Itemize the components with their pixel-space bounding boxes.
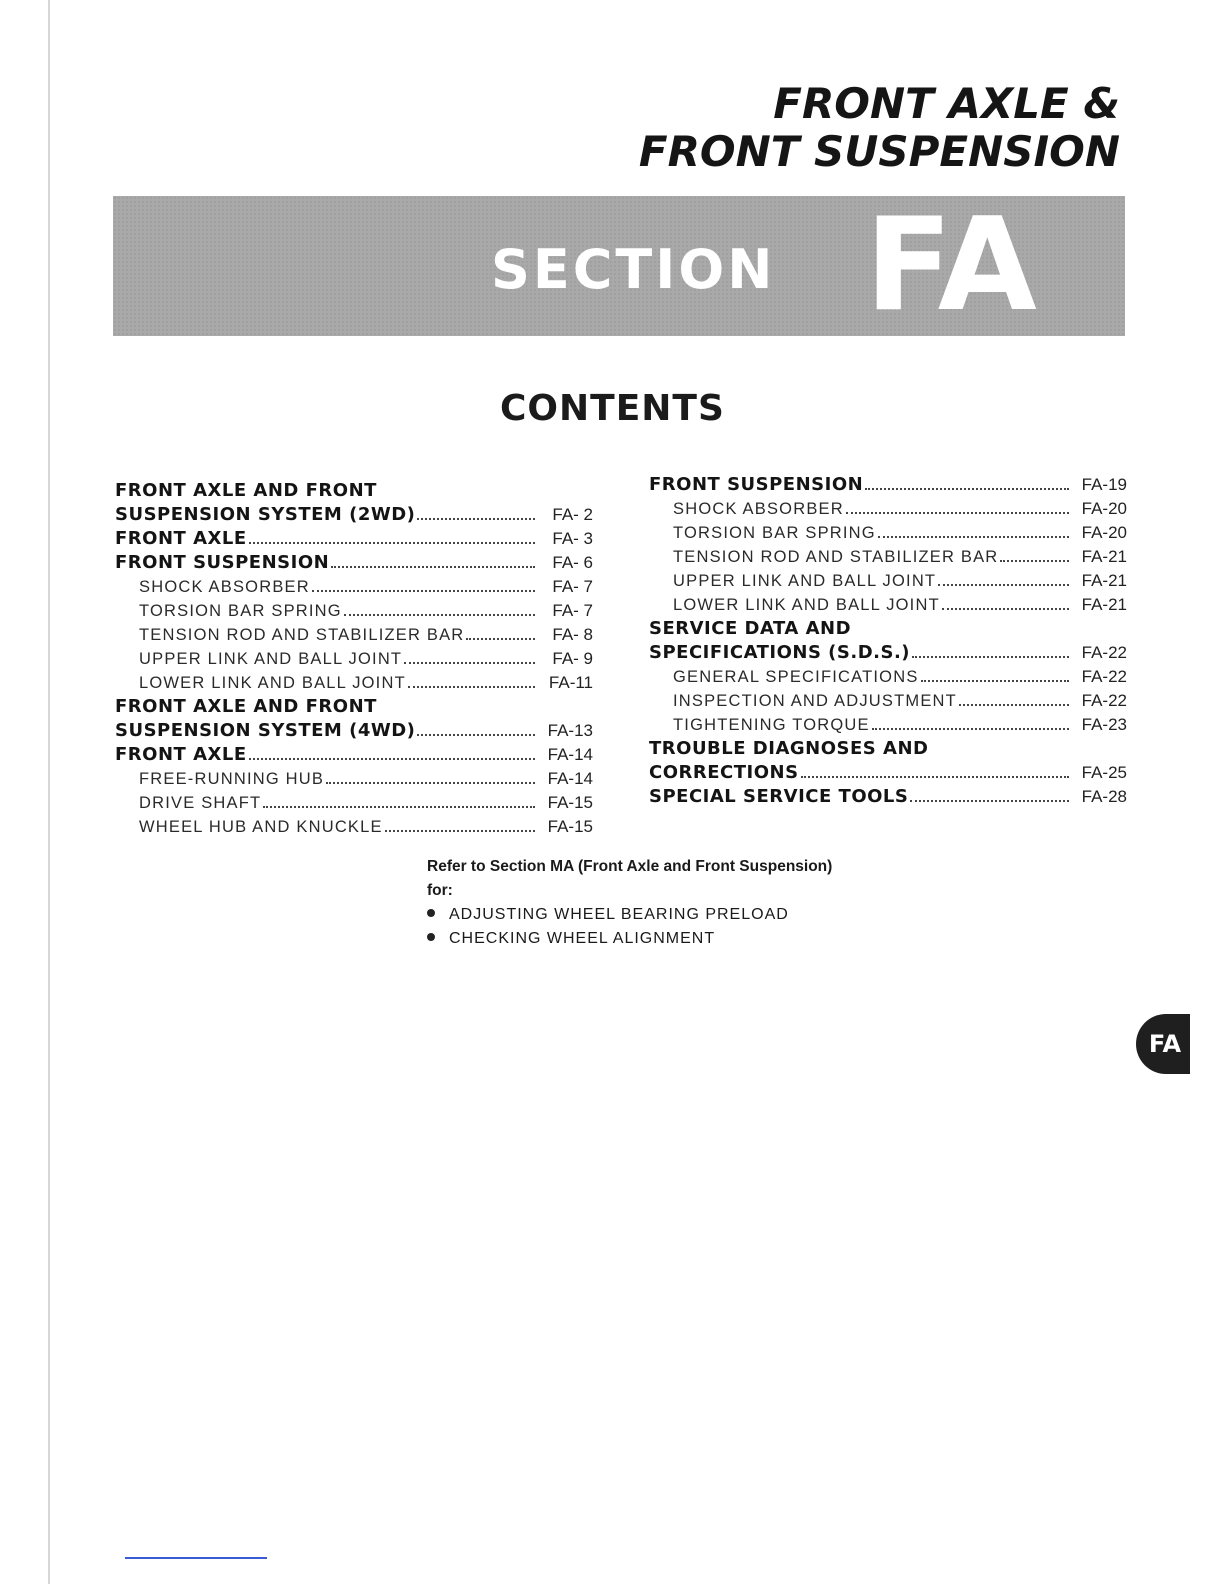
toc-entry-label: TORSION BAR SPRING — [673, 524, 876, 542]
toc-entry-label: FRONT AXLE — [115, 744, 247, 765]
toc-entry-page: FA- 6 — [552, 553, 593, 572]
toc-entry[interactable] — [649, 785, 1127, 809]
toc-entry-page: FA-21 — [1081, 547, 1127, 566]
section-title — [639, 80, 1120, 176]
toc-dot-leader — [249, 758, 535, 760]
toc-dot-leader — [878, 536, 1069, 538]
reference-note-item-text: CHECKING WHEEL ALIGNMENT — [449, 930, 716, 947]
toc-entry-page: FA-28 — [1081, 787, 1127, 806]
toc-dot-leader — [938, 584, 1069, 586]
toc-entry-label: TENSION ROD AND STABILIZER BAR — [139, 626, 465, 644]
reference-note-item — [427, 927, 832, 951]
toc-entry[interactable] — [115, 503, 593, 527]
toc-entry-page: FA-21 — [1081, 595, 1127, 614]
toc-dot-leader — [959, 704, 1069, 706]
toc-entry-page: FA-20 — [1081, 523, 1127, 542]
toc-dot-leader — [466, 638, 535, 640]
toc-entry-page: FA-22 — [1081, 691, 1127, 710]
toc-entry-label: SPECIAL SERVICE TOOLS — [649, 786, 909, 807]
toc-entry-label: LOWER LINK AND BALL JOINT — [139, 674, 406, 692]
toc-entry-label: INSPECTION AND ADJUSTMENT — [673, 692, 957, 710]
toc-entry-label: WHEEL HUB AND KNUCKLE — [139, 818, 383, 836]
binding-line — [48, 0, 50, 1584]
toc-right-column — [649, 473, 1127, 809]
toc-entry-label: UPPER LINK AND BALL JOINT — [673, 572, 937, 590]
toc-entry-page: FA-22 — [1081, 667, 1127, 686]
toc-dot-leader — [404, 662, 535, 664]
toc-dot-leader — [801, 776, 1069, 778]
toc-entry-label: SPECIFICATIONS (S.D.S.) — [649, 642, 911, 663]
toc-entry-page: FA- 9 — [552, 649, 593, 668]
section-title-line1: FRONT AXLE & — [773, 79, 1120, 128]
toc-entry[interactable] — [649, 641, 1127, 665]
footer-rule — [125, 1557, 267, 1559]
toc-dot-leader — [344, 614, 535, 616]
toc-dot-leader — [331, 566, 535, 568]
toc-entry-label: SUSPENSION SYSTEM (4WD) — [115, 720, 416, 741]
toc-entry-label: TROUBLE DIAGNOSES AND — [649, 738, 929, 759]
toc-entry[interactable] — [649, 569, 1127, 593]
toc-entry-page: FA- 7 — [552, 577, 593, 596]
toc-entry[interactable] — [649, 497, 1127, 521]
toc-entry-label: TENSION ROD AND STABILIZER BAR — [673, 548, 999, 566]
toc-entry-page: FA-11 — [548, 673, 593, 692]
toc-entry[interactable] — [115, 479, 593, 503]
reference-note-for: for: — [427, 882, 453, 899]
section-banner — [113, 191, 1125, 340]
toc-entry-page: FA-14 — [547, 745, 593, 764]
contents-heading: CONTENTS — [500, 388, 725, 429]
toc-entry-label: TORSION BAR SPRING — [139, 602, 342, 620]
toc-dot-leader — [942, 608, 1069, 610]
reference-note-intro: Refer to Section MA (Front Axle and Front Suspension) — [427, 858, 833, 875]
reference-note-item — [427, 903, 832, 927]
toc-entry[interactable] — [649, 689, 1127, 713]
toc-entry[interactable] — [649, 545, 1127, 569]
toc-dot-leader — [417, 518, 535, 520]
toc-entry-label: SHOCK ABSORBER — [139, 578, 310, 596]
toc-entry[interactable] — [649, 473, 1127, 497]
bullet-icon — [427, 933, 435, 941]
toc-entry[interactable] — [115, 767, 593, 791]
reference-note-item-text: ADJUSTING WHEEL BEARING PRELOAD — [449, 906, 789, 923]
toc-entry-page: FA-25 — [1081, 763, 1127, 782]
toc-dot-leader — [910, 800, 1069, 802]
toc-entry-page: FA-15 — [547, 817, 593, 836]
toc-dot-leader — [312, 590, 535, 592]
toc-entry-page: FA-20 — [1081, 499, 1127, 518]
toc-entry[interactable] — [649, 665, 1127, 689]
toc-entry[interactable] — [115, 695, 593, 719]
toc-entry-label: TIGHTENING TORQUE — [673, 716, 870, 734]
toc-entry-label: FRONT SUSPENSION — [649, 474, 864, 495]
toc-dot-leader — [385, 830, 535, 832]
toc-entry-page: FA-21 — [1081, 571, 1127, 590]
toc-entry-page: FA-13 — [547, 721, 593, 740]
toc-entry[interactable] — [115, 527, 593, 551]
section-title-line2: FRONT SUSPENSION — [638, 127, 1120, 176]
toc-left-column — [115, 479, 593, 839]
toc-entry-label: CORRECTIONS — [649, 762, 799, 783]
toc-entry-page: FA-19 — [1081, 475, 1127, 494]
toc-entry[interactable] — [115, 623, 593, 647]
toc-entry[interactable] — [115, 671, 593, 695]
toc-entry-page: FA-23 — [1081, 715, 1127, 734]
toc-entry-label: FRONT AXLE — [115, 528, 247, 549]
toc-dot-leader — [865, 488, 1069, 490]
toc-dot-leader — [408, 686, 535, 688]
bullet-icon — [427, 909, 435, 917]
toc-entry-label: SHOCK ABSORBER — [673, 500, 844, 518]
toc-entry[interactable] — [115, 815, 593, 839]
toc-entry-label: FREE-RUNNING HUB — [139, 770, 325, 788]
toc-dot-leader — [921, 680, 1069, 682]
toc-entry-page: FA- 3 — [552, 529, 593, 548]
toc-entry-page: FA- 7 — [552, 601, 593, 620]
toc-entry-page: FA-22 — [1081, 643, 1127, 662]
toc-entry-label: FRONT AXLE AND FRONT — [115, 480, 377, 501]
toc-entry[interactable] — [115, 743, 593, 767]
toc-entry[interactable] — [115, 647, 593, 671]
toc-entry[interactable] — [649, 713, 1127, 737]
toc-dot-leader — [417, 734, 535, 736]
toc-entry[interactable] — [115, 599, 593, 623]
toc-entry-label: GENERAL SPECIFICATIONS — [673, 668, 919, 686]
toc-entry-label: SERVICE DATA AND — [649, 618, 852, 639]
toc-dot-leader — [846, 512, 1069, 514]
toc-entry-label: DRIVE SHAFT — [139, 794, 262, 812]
toc-dot-leader — [912, 656, 1069, 658]
toc-entry-page: FA- 8 — [552, 625, 593, 644]
reference-note — [427, 855, 832, 951]
toc-entry-label: FRONT AXLE AND FRONT — [115, 696, 377, 717]
toc-entry[interactable] — [649, 737, 1127, 761]
toc-dot-leader — [1000, 560, 1069, 562]
toc-entry-label: FRONT SUSPENSION — [115, 552, 330, 573]
toc-entry[interactable] — [115, 791, 593, 815]
toc-entry[interactable] — [649, 617, 1127, 641]
toc-entry-page: FA-15 — [547, 793, 593, 812]
banner-section-word: SECTION — [491, 238, 776, 301]
toc-entry-page: FA-14 — [547, 769, 593, 788]
toc-entry-label: SUSPENSION SYSTEM (2WD) — [115, 504, 416, 525]
toc-entry-label: LOWER LINK AND BALL JOINT — [673, 596, 940, 614]
toc-dot-leader — [249, 542, 535, 544]
toc-entry[interactable] — [649, 593, 1127, 617]
toc-entry[interactable] — [115, 551, 593, 575]
toc-dot-leader — [326, 782, 535, 784]
toc-entry-label: UPPER LINK AND BALL JOINT — [139, 650, 403, 668]
toc-entry[interactable] — [115, 719, 593, 743]
toc-entry[interactable] — [115, 575, 593, 599]
section-tab-badge: FA — [1136, 1014, 1190, 1074]
banner-section-code: FA — [865, 191, 1037, 340]
toc-dot-leader — [263, 806, 535, 808]
toc-entry-page: FA- 2 — [552, 505, 593, 524]
toc-entry[interactable] — [649, 521, 1127, 545]
toc-dot-leader — [872, 728, 1069, 730]
toc-entry[interactable] — [649, 761, 1127, 785]
